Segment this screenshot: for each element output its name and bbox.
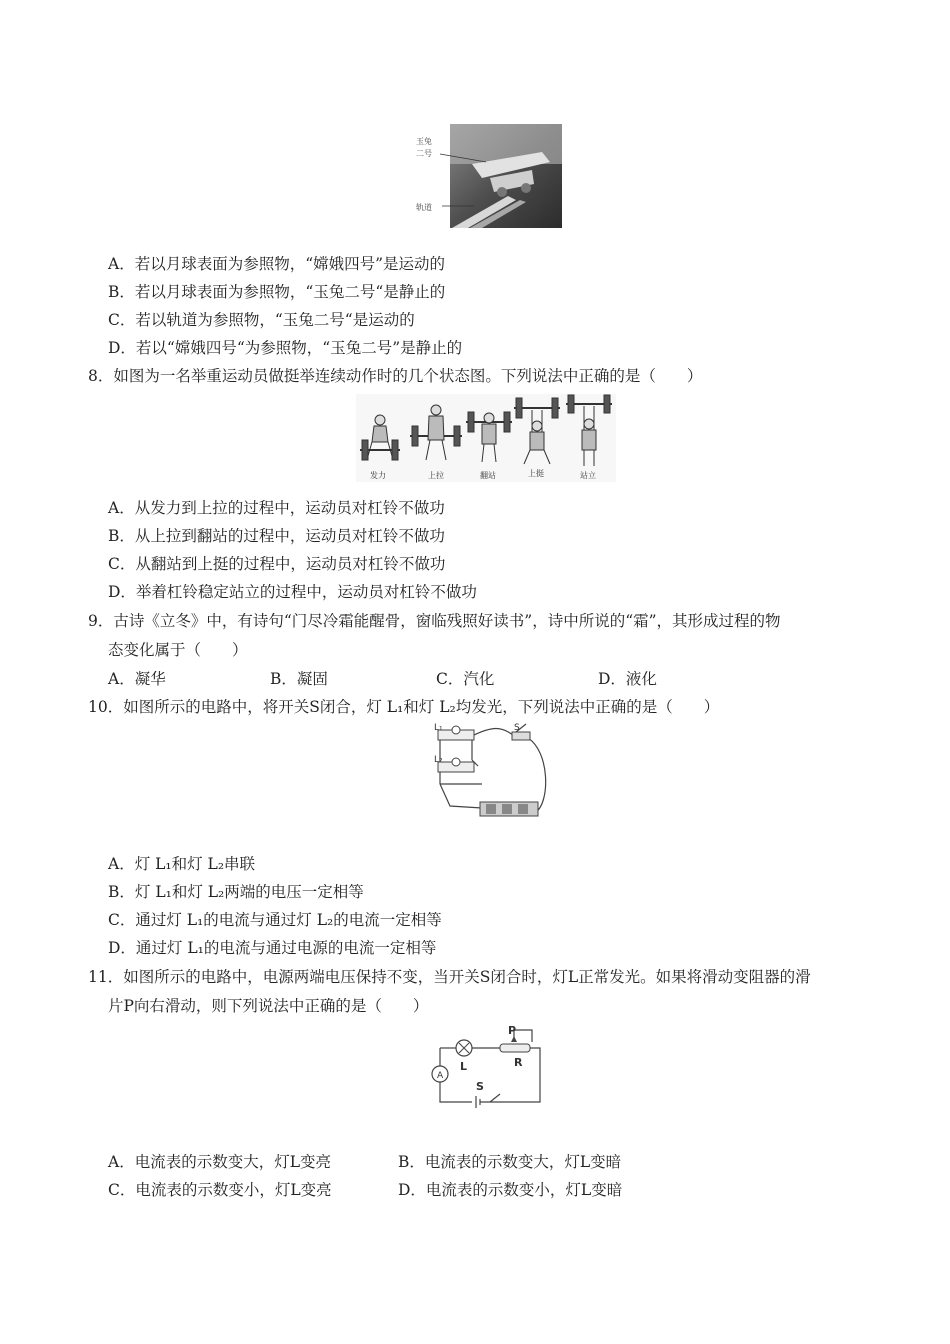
lamp-l-label: L (460, 1060, 468, 1073)
rover-photo-figure (412, 122, 564, 230)
q7-option-c: C．若以轨道为参照物，“玉兔二号“是运动的 (108, 311, 415, 329)
q7-option-a: A．若以月球表面为参照物，“嫦娥四号”是运动的 (108, 255, 446, 273)
q11-stem-line1: 11．如图所示的电路中，电源两端电压保持不变，当开关S闭合时，灯L正常发光。如果将滑动变阻器的滑 (88, 968, 811, 986)
switch-s-label: S (514, 723, 520, 733)
rheostat-r-label: R (514, 1056, 523, 1069)
q9-stem-line2: 态变化属于（ ） (108, 641, 248, 659)
q8-stem: 8．如图为一名举重运动员做挺举连续动作时的几个状态图。下列说法中正确的是（ ） (88, 367, 703, 385)
q11-option-c: C．电流表的示数变小，灯L变亮 (108, 1181, 332, 1199)
ammeter-label: A (437, 1071, 444, 1081)
weightlifting-figure (356, 394, 616, 482)
q9-option-d: D．液化 (598, 670, 657, 688)
q11-option-a: A．电流表的示数变大，灯L变亮 (108, 1153, 331, 1171)
q8-option-a: A．从发力到上拉的过程中，运动员对杠铃不做功 (108, 499, 445, 517)
q11-stem-line2: 片P向右滑动，则下列说法中正确的是（ ） (108, 997, 429, 1015)
q9-stem-line1: 9．古诗《立冬》中，有诗句“门尽冷霜能醒骨，窗临残照好读书”，诗中所说的“霜”，其形成过程的物 (88, 612, 781, 630)
q7-option-b: B．若以月球表面为参照物，“玉兔二号“是静止的 (108, 283, 446, 301)
rover-label-1: 玉兔 (416, 137, 432, 146)
q10-stem: 10．如图所示的电路中，将开关S闭合，灯 L₁和灯 L₂均发光，下列说法中正确的是（ ） (88, 698, 720, 716)
parallel-circuit (432, 722, 552, 826)
q11-option-b: B．电流表的示数变大，灯L变暗 (398, 1153, 622, 1171)
stage-caption-5: 站立 (580, 471, 596, 480)
q9-option-b: B．凝固 (270, 670, 328, 688)
track-label: 轨道 (416, 203, 432, 212)
q9-option-a: A．凝华 (108, 670, 166, 688)
q9-option-c: C．汽化 (436, 670, 495, 688)
q10-option-b: B．灯 L₁和灯 L₂两端的电压一定相等 (108, 883, 364, 901)
rheostat-circuit (428, 1022, 548, 1118)
q10-option-c: C．通过灯 L₁的电流与通过灯 L₂的电流一定相等 (108, 911, 442, 929)
q11-option-d: D．电流表的示数变小，灯L变暗 (398, 1181, 623, 1199)
rover-label-2: 二号 (416, 149, 432, 158)
lamp-l1-label: L₁ (434, 723, 443, 733)
q8-option-c: C．从翻站到上挺的过程中，运动员对杠铃不做功 (108, 555, 446, 573)
q8-option-b: B．从上拉到翻站的过程中，运动员对杠铃不做功 (108, 527, 445, 545)
weightlifter-stages (356, 394, 616, 482)
q7-option-d: D．若以“嫦娥四号“为参照物，“玉兔二号”是静止的 (108, 339, 463, 357)
lamp-l2-label: L₂ (434, 755, 443, 765)
stage-caption-2: 上拉 (428, 471, 444, 480)
q8-option-d: D．举着杠铃稳定站立的过程中，运动员对杠铃不做功 (108, 583, 477, 601)
rover-photo (412, 122, 564, 230)
q10-option-a: A．灯 L₁和灯 L₂串联 (108, 855, 256, 873)
stage-caption-4: 上挺 (528, 469, 544, 478)
slider-p-label: P (508, 1024, 517, 1037)
q10-option-d: D．通过灯 L₁的电流与通过电源的电流一定相等 (108, 939, 437, 957)
stage-caption-3: 翻站 (480, 471, 496, 480)
stage-caption-1: 发力 (370, 471, 386, 480)
switch-s-label-2: S (476, 1080, 484, 1093)
rheostat-circuit-figure (428, 1022, 548, 1118)
parallel-circuit-figure (432, 722, 552, 826)
